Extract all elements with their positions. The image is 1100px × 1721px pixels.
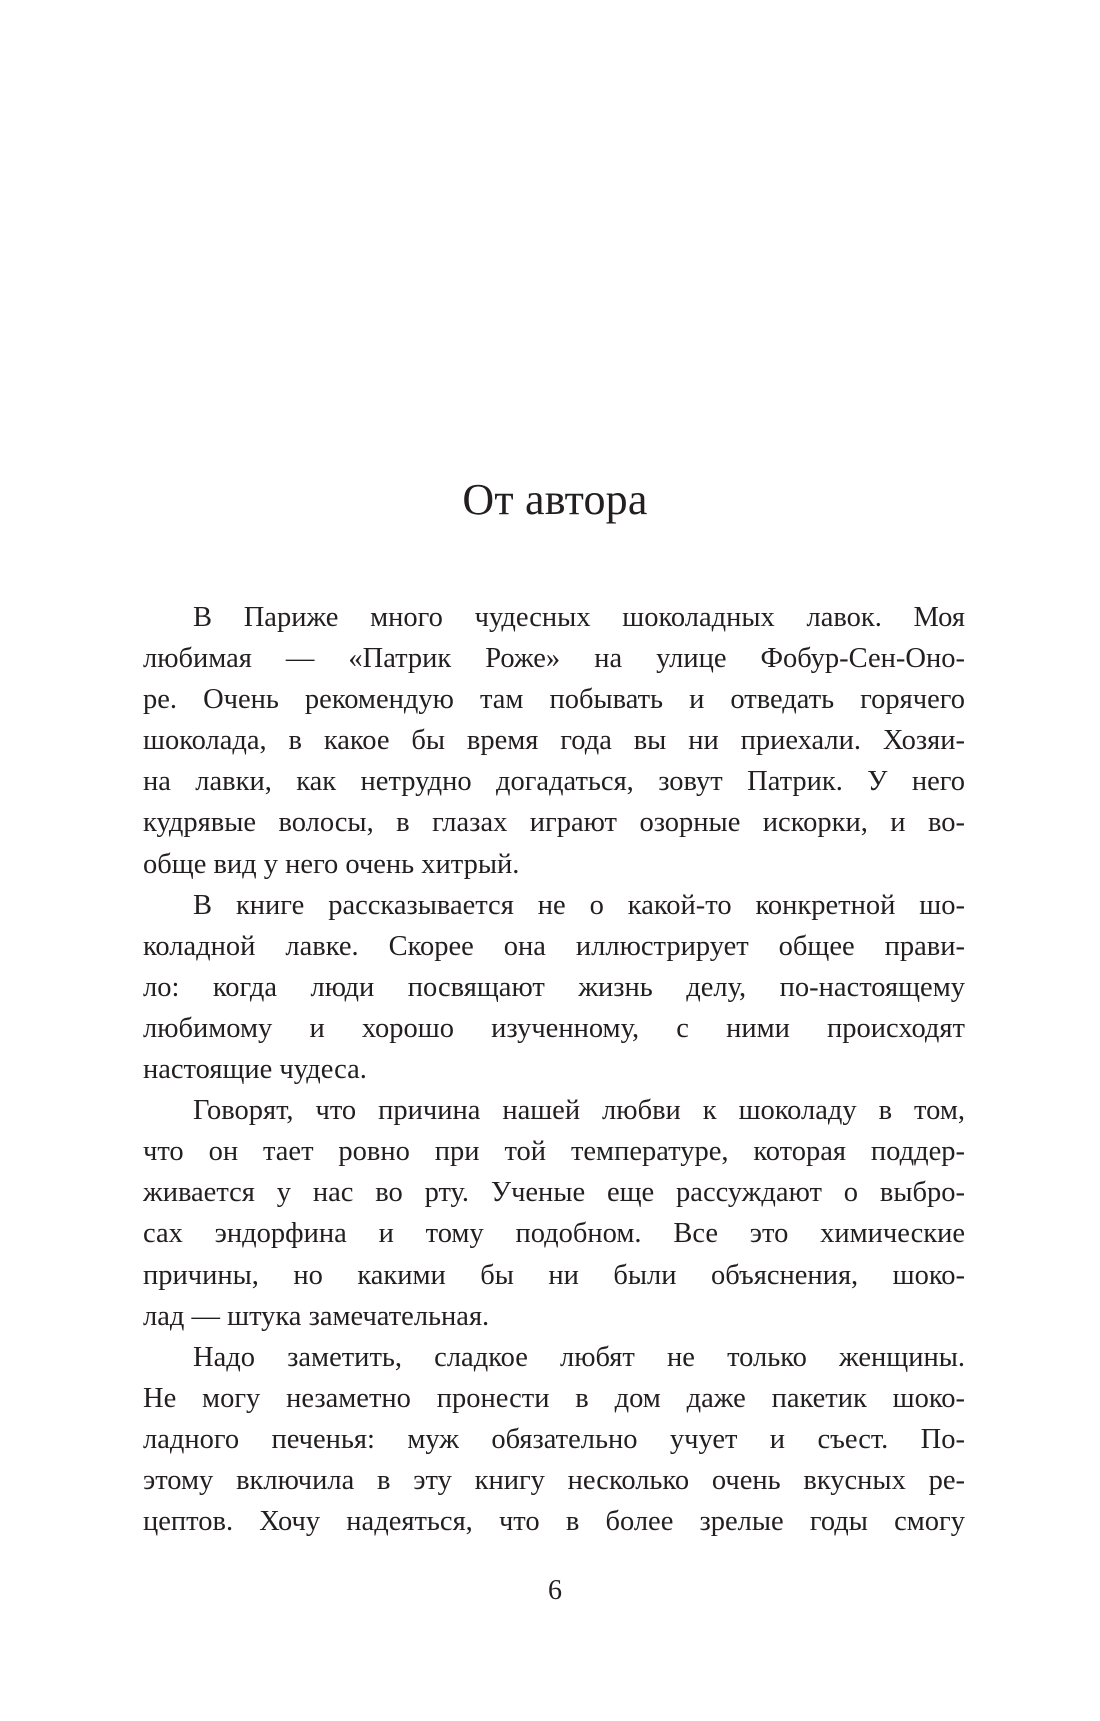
text-line: на лавки, как нетрудно догадаться, зовут Патрик. У него xyxy=(143,766,965,798)
body-text xyxy=(143,597,965,1542)
text-line: В Париже много чудесных шоколадных лавок. Моя xyxy=(193,602,965,633)
text-line: шоколада, в какое бы время года вы ни приехали. Хозяи- xyxy=(143,725,965,757)
text-line: обще вид у него очень хитрый. xyxy=(143,848,520,880)
text-line: кудрявые волосы, в глазах играют озорные искорки, и во- xyxy=(143,807,965,839)
text-line: настоящие чудеса. xyxy=(143,1054,367,1086)
text-line: ре. Очень рекомендую там побывать и отведать горячего xyxy=(143,684,965,716)
text-line: коладной лавке. Скорее она иллюстрирует общее прави- xyxy=(143,930,965,962)
paragraph xyxy=(143,1090,965,1337)
paragraph xyxy=(143,1337,965,1542)
text-line: любимая — «Патрик Роже» на улице Фобур-Сен-Оно- xyxy=(143,643,965,675)
text-line: сах эндорфина и тому подобном. Все это химические xyxy=(143,1218,965,1250)
text-line: лад — штука замечательная. xyxy=(143,1300,490,1332)
text-line: этому включила в эту книгу несколько очень вкусных ре- xyxy=(143,1464,965,1496)
text-line: ладного печенья: муж обязательно учует и съест. По- xyxy=(143,1423,965,1455)
text-line: цептов. Хочу надеяться, что в более зрелые годы смогу xyxy=(143,1506,965,1538)
chapter-title: От автора xyxy=(462,475,648,524)
text-line: что он тает ровно при той температуре, которая поддер- xyxy=(143,1136,965,1168)
text-line: причины, но какими бы ни были объяснения, шоко- xyxy=(143,1259,965,1291)
text-line: Говорят, что причина нашей любви к шоколаду в том, xyxy=(193,1095,965,1127)
text-line: живается у нас во рту. Ученые еще рассуждают о выбро- xyxy=(143,1177,965,1209)
text-line: любимому и хорошо изученному, с ними происходят xyxy=(143,1012,965,1044)
text-line: ло: когда люди посвящают жизнь делу, по-настоящему xyxy=(143,971,965,1003)
text-line: Не могу незаметно пронести в дом даже пакетик шоко- xyxy=(143,1382,965,1414)
text-line: Надо заметить, сладкое любят не только женщины. xyxy=(193,1341,965,1373)
page-number: 6 xyxy=(548,1575,562,1606)
text-line: В книге рассказывается не о какой-то конкретной шо- xyxy=(193,889,965,921)
paragraph xyxy=(143,885,965,1090)
paragraph xyxy=(143,597,965,885)
